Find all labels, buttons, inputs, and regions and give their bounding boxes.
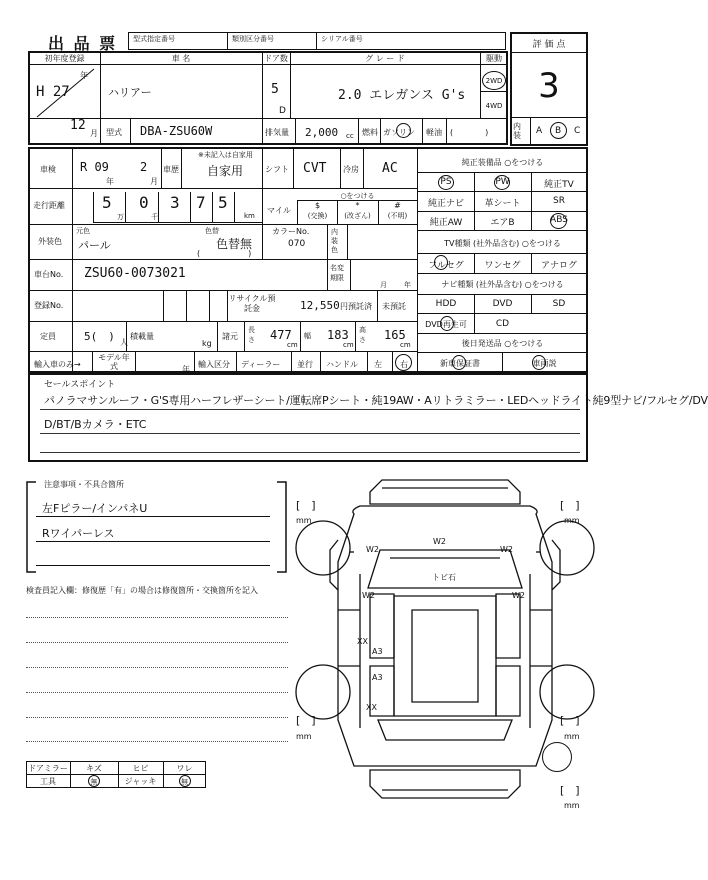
color-change: 色替無 bbox=[216, 237, 253, 251]
serial-number-box: シリアル番号 bbox=[316, 32, 506, 50]
interior-grade-c[interactable]: C bbox=[574, 126, 581, 136]
import-parallel[interactable]: 並行 bbox=[297, 360, 313, 369]
type-number-box: 型式指定番号 bbox=[128, 32, 228, 50]
tv-analog[interactable]: アナログ bbox=[540, 261, 577, 271]
rating-value: 3 bbox=[538, 66, 560, 106]
equip-pw-circle bbox=[494, 175, 510, 190]
model-code: DBA-ZSU60W bbox=[140, 124, 213, 138]
handle-circle bbox=[395, 354, 412, 371]
navi-cd[interactable]: CD bbox=[495, 319, 510, 329]
drive-4wd[interactable]: 4WD bbox=[485, 102, 503, 110]
displacement: 2,000 bbox=[305, 126, 339, 139]
rating-label: 評 価 点 bbox=[532, 40, 566, 50]
equip-aw[interactable]: 純正AW bbox=[429, 218, 463, 228]
equip-pw[interactable]: PW bbox=[495, 177, 510, 187]
navi-dvd[interactable]: DVD bbox=[492, 299, 513, 309]
equip-airbag[interactable]: エアB bbox=[490, 218, 515, 228]
width-value: 183 bbox=[327, 328, 349, 342]
equip-sr[interactable]: SR bbox=[553, 196, 565, 206]
tv-fullseg[interactable]: フルセグ bbox=[428, 261, 464, 271]
import-dealer[interactable]: ディーラー bbox=[241, 360, 281, 369]
handle-right[interactable]: 右 bbox=[400, 360, 408, 369]
mark-w2-front-left-tire: W2 bbox=[366, 545, 379, 554]
length-value: 477 bbox=[270, 328, 292, 342]
tool-circle bbox=[88, 775, 100, 787]
interior-grade-b[interactable]: B bbox=[555, 126, 562, 136]
mark-w2-front-right-tire: W2 bbox=[500, 545, 513, 554]
shaken-month: 2 bbox=[140, 160, 148, 174]
drive-2wd[interactable]: 2WD bbox=[485, 77, 503, 85]
tv-fullseg-circle bbox=[434, 255, 448, 270]
later-warranty-circle bbox=[452, 355, 466, 370]
jack-circle bbox=[179, 775, 191, 787]
equip-tv[interactable]: 純正TV bbox=[544, 180, 574, 190]
car-name: ハリアー bbox=[108, 86, 152, 99]
mark-a3-left-rear: A3 bbox=[372, 673, 383, 682]
category-number-box: 類別区分番号 bbox=[227, 32, 317, 50]
door-count: 5 bbox=[271, 82, 279, 97]
chassis-number: ZSU60-0073021 bbox=[84, 266, 186, 281]
color-number: 070 bbox=[288, 239, 306, 249]
equip-abs-circle bbox=[550, 213, 567, 229]
exterior-color: パール bbox=[78, 239, 111, 252]
spare-tire bbox=[542, 742, 572, 772]
later-warranty[interactable]: 新車保証書 bbox=[440, 359, 480, 368]
mileage-digit-1: 5 bbox=[102, 193, 112, 212]
navi-dvd-circle bbox=[440, 316, 454, 331]
note-line-1: 左Fピラー/インパネU bbox=[42, 502, 148, 515]
drive-circle bbox=[482, 71, 506, 90]
mark-w2-front: W2 bbox=[433, 537, 446, 546]
fuel-diesel[interactable]: 軽油 bbox=[426, 128, 442, 137]
mileage-digit-5: 5 bbox=[218, 193, 228, 212]
grade-circle bbox=[550, 122, 567, 139]
sales-line-2: D/BT/Bカメラ・ETC bbox=[44, 418, 147, 431]
mileage-digit-4: 7 bbox=[196, 193, 206, 212]
ac-value: AC bbox=[382, 161, 398, 176]
mark-xx-left-door: XX bbox=[357, 637, 368, 646]
mark-w2-left-fender: W2 bbox=[362, 591, 375, 600]
first-reg-month: 12 bbox=[70, 118, 86, 133]
mileage-digit-3: 3 bbox=[170, 193, 180, 212]
equip-navi[interactable]: 純正ナビ bbox=[427, 199, 464, 209]
navi-hdd[interactable]: HDD bbox=[435, 299, 457, 309]
fuel-gasoline[interactable]: ガソリン bbox=[383, 128, 415, 137]
equip-ps[interactable]: PS bbox=[440, 177, 452, 187]
equip-abs[interactable]: ABS bbox=[550, 215, 568, 225]
sales-line-1: パノラマサンルーフ・G'S専用ハーフレザーシート/運転席Pシート・純19AW・Aリトラミラー・LEDヘッドライト純9型ナビ/フルセグ/DV bbox=[44, 394, 708, 407]
later-manual-circle bbox=[532, 355, 546, 370]
grade-value: 2.0 エレガンス G's bbox=[338, 88, 466, 103]
equip-ps-circle bbox=[438, 175, 454, 190]
navi-sd[interactable]: SD bbox=[552, 299, 566, 309]
tool-status: 無 bbox=[90, 778, 98, 786]
page-title: 出 品 票 bbox=[48, 34, 118, 53]
vehicle-history: 自家用 bbox=[207, 164, 244, 178]
handle-left[interactable]: 左 bbox=[374, 360, 382, 369]
tv-oneseg[interactable]: ワンセグ bbox=[484, 261, 521, 271]
capacity: 5( ) bbox=[84, 330, 115, 343]
mark-w2-right-fender: W2 bbox=[512, 591, 525, 600]
interior-grade-a[interactable]: A bbox=[536, 126, 543, 136]
jack-status: 無 bbox=[181, 778, 188, 786]
note-line-2: Rワイパーレス bbox=[42, 527, 115, 540]
mark-chip-windshield: トビ石 bbox=[432, 573, 456, 582]
mark-a3-left-door: A3 bbox=[372, 647, 383, 656]
equip-leather[interactable]: 革シート bbox=[484, 199, 521, 209]
mileage-digit-2: 0 bbox=[139, 193, 149, 212]
later-manual[interactable]: 車両説 bbox=[532, 359, 557, 368]
fuel-circle bbox=[396, 123, 411, 138]
navi-dvd-play[interactable]: DVD再生可 bbox=[425, 320, 467, 329]
shift-value: CVT bbox=[303, 161, 327, 176]
first-reg-era: H 27 bbox=[36, 84, 70, 100]
recycle-deposit: 12,550 bbox=[300, 299, 340, 312]
mark-xx-left-rear: XX bbox=[366, 703, 377, 712]
shaken-era: R 09 bbox=[80, 160, 109, 174]
height-value: 165 bbox=[384, 328, 406, 342]
